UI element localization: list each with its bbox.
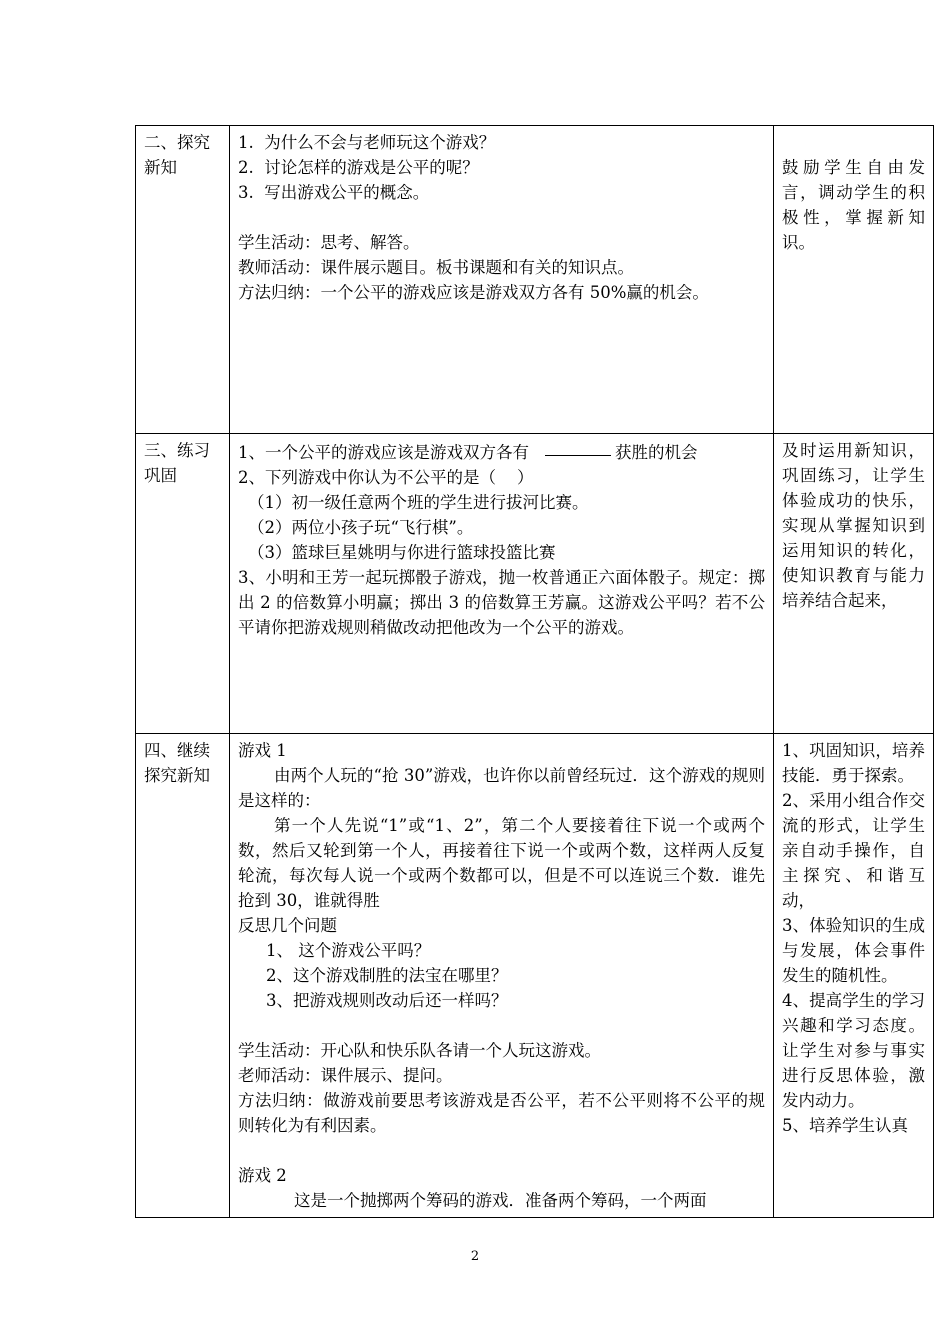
- note-text: 5、培养学生认真: [782, 1116, 908, 1135]
- content-line: 第一个人先说“1”或“1、2”，第二个人要接着往下说一个或两个数，然后又轮到第一个人，再接着往下说一个或两个数，这样两人反复轮流，每次每人说一个或两个数都可以，但是不可以连说三个数．谁先抢到 30，谁就得胜: [238, 816, 765, 910]
- note-text: 3、体验知识的生成与发展，体会事件发生的随机性。: [782, 916, 925, 985]
- content-line: 方法归纳：一个公平的游戏应该是游戏双方各有 50%赢的机会。: [238, 283, 709, 302]
- content-line: 方法归纳：做游戏前要思考该游戏是否公平，若不公平则将不公平的规则转化为有利因素。: [238, 1091, 765, 1135]
- content-line: 游戏 1: [238, 741, 287, 760]
- content-line: 2、下列游戏中你认为不公平的是（ ）: [238, 468, 534, 487]
- content-line: 老师活动：课件展示、提问。: [238, 1066, 453, 1085]
- content-blank: [238, 205, 765, 230]
- content-line: 1. 为什么不会与老师玩这个游戏？: [238, 133, 496, 152]
- row-note: [774, 734, 934, 1218]
- table-row-practice: [136, 434, 934, 734]
- content-line: 这是一个抛掷两个筹码的游戏．准备两个筹码，一个两面: [294, 1191, 707, 1210]
- table-row-explore: [136, 126, 934, 434]
- content-line: 3. 写出游戏公平的概念。: [238, 183, 430, 202]
- row-label: 四、继续探究新知: [136, 734, 230, 1218]
- note-text: 2、采用小组合作交流的形式，让学生亲自动手操作，自主探究、和谐互动，: [782, 791, 925, 910]
- content-line: （2）两位小孩子玩“飞行棋”。: [248, 518, 474, 537]
- content-line: 学生活动：思考、解答。: [238, 233, 420, 252]
- content-line: 1、 这个游戏公平吗？: [266, 941, 431, 960]
- note-text: 鼓励学生自由发言，调动学生的积极性，掌握新知识。: [782, 158, 925, 252]
- table-row-continue: [136, 734, 934, 1218]
- content-line: 3、把游戏规则改动后还一样吗？: [266, 991, 508, 1010]
- lesson-plan-table: [135, 125, 934, 1218]
- answer-blank: [545, 438, 611, 456]
- content-line: 1、一个公平的游戏应该是游戏双方各有 获胜的机会: [238, 438, 765, 465]
- note-text: 4、提高学生的学习兴趣和学习态度。让学生对参与事实进行反思体验，激发内动力。: [782, 991, 925, 1110]
- content-line: 2、这个游戏制胜的法宝在哪里？: [266, 966, 508, 985]
- content-line: 学生活动：开心队和快乐队各请一个人玩这游戏。: [238, 1041, 601, 1060]
- content-line: 游戏 2: [238, 1166, 287, 1185]
- content-line: 教师活动：课件展示题目。板书课题和有关的知识点。: [238, 258, 634, 277]
- note-text: 1、巩固知识，培养技能．勇于探索。: [782, 741, 925, 785]
- content-line: （1）初一级任意两个班的学生进行拔河比赛。: [248, 493, 589, 512]
- row-label: 二、探究新知: [136, 126, 230, 434]
- row-note: [774, 126, 934, 434]
- content-line: 由两个人玩的“抢 30”游戏，也许你以前曾经玩过．这个游戏的规则是这样的：: [238, 766, 765, 810]
- content-line: 2. 讨论怎样的游戏是公平的呢？: [238, 158, 479, 177]
- row-content: [230, 126, 774, 434]
- content-line: （3）篮球巨星姚明与你进行篮球投篮比赛: [248, 543, 556, 562]
- row-label: 三、练习巩固: [136, 434, 230, 734]
- content-line: 反思几个问题: [238, 916, 337, 935]
- content-blank: [238, 1138, 765, 1163]
- row-content: [230, 734, 774, 1218]
- row-note: [774, 434, 934, 734]
- page-number: 2: [470, 1249, 480, 1264]
- content-line: 3、小明和王芳一起玩掷骰子游戏，抛一枚普通正六面体骰子。规定：掷出 2 的倍数算小明赢；掷出 3 的倍数算王芳赢。这游戏公平吗？若不公平请你把游戏规则稍做改动把他改为一个公平的游戏。: [238, 568, 765, 637]
- row-content: [230, 434, 774, 734]
- content-blank: [238, 1013, 765, 1038]
- note-text: 及时运用新知识，巩固练习，让学生体验成功的快乐，实现从掌握知识到运用知识的转化，使知识教育与能力培养结合起来，: [782, 441, 925, 610]
